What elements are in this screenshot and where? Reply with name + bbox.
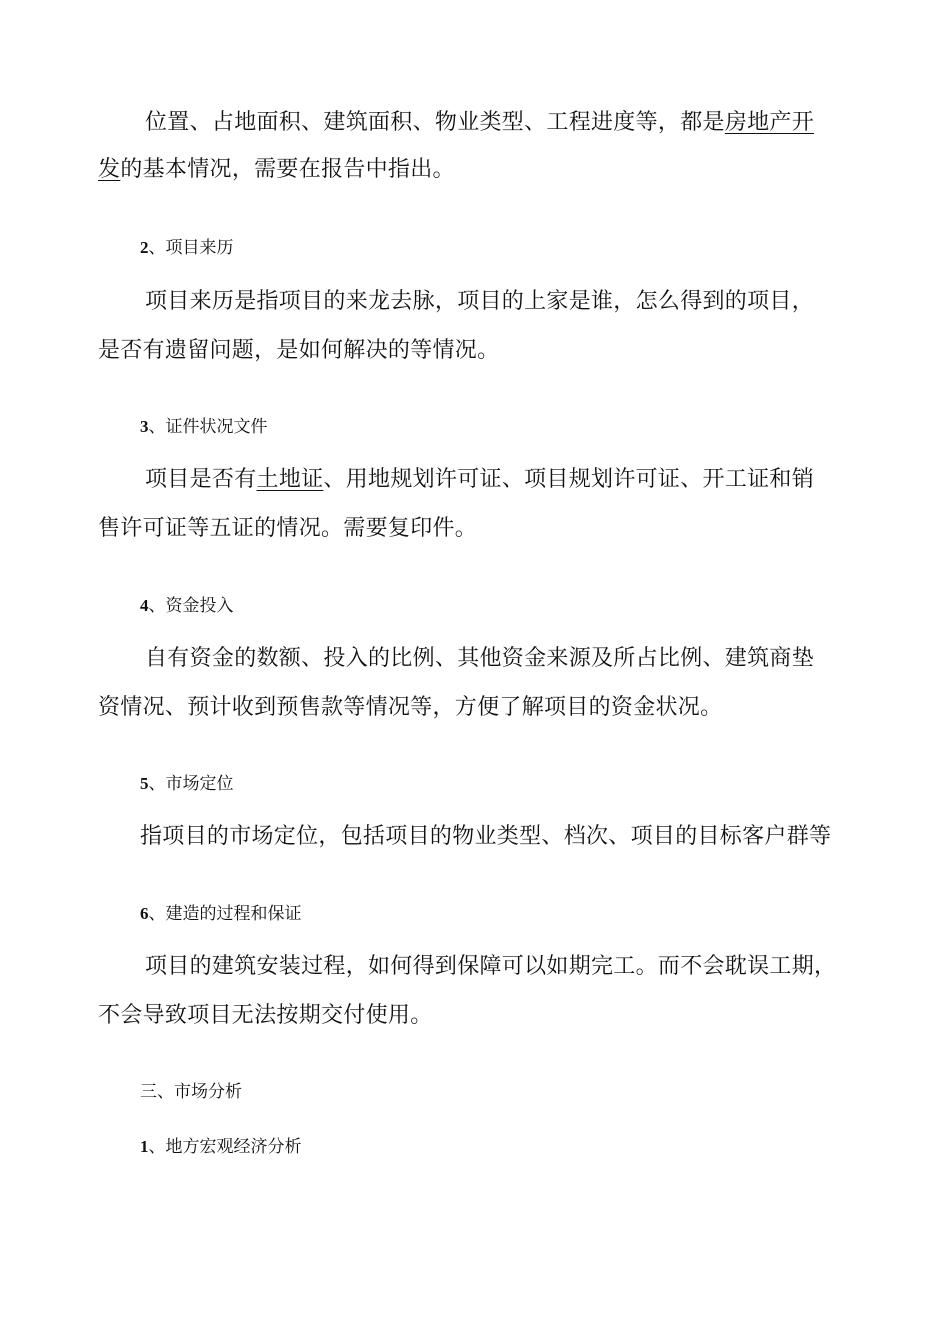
section-4-number: 4 <box>140 596 149 615</box>
real-estate-link-part1[interactable]: 房地产开 <box>724 110 815 135</box>
section-6-heading <box>140 902 302 926</box>
section-3-line-1 <box>145 465 814 495</box>
intro-text-1: 位置、占地面积、建筑面积、物业类型、工程进度等，都是 <box>145 110 725 135</box>
section-5-line-1: 指项目的市场定位，包括项目的物业类型、档次、项目的目标客户群等 <box>140 824 832 849</box>
section-3-1-heading <box>140 1135 302 1159</box>
section-4-line-1: 自有资金的数额、投入的比例、其他资金来源及所占比例、建筑商垫 <box>145 646 815 671</box>
section-6-title: 、建造的过程和保证 <box>148 904 302 924</box>
section-3-text-1a: 项目是否有 <box>145 467 257 492</box>
section-2-number: 2 <box>140 238 149 257</box>
section-2-line-2: 是否有遗留问题，是如何解决的等情况。 <box>98 338 500 363</box>
section-3-text-1b: 、用地规划许可证、项目规划许可证、开工证和销 <box>323 467 815 492</box>
section-4-line-2: 资情况、预计收到预售款等情况等，方便了解项目的资金状况。 <box>98 695 723 720</box>
section-3-1-title: 、地方宏观经济分析 <box>148 1137 302 1157</box>
section-6-number: 6 <box>140 904 149 923</box>
section-2-title: 、项目来历 <box>148 238 234 258</box>
section-2-heading <box>140 236 234 260</box>
section-6-line-1: 项目的建筑安装过程，如何得到保障可以如期完工。而不会耽误工期， <box>145 954 837 979</box>
intro-line-1 <box>145 108 814 138</box>
section-3-title: 、证件状况文件 <box>148 417 268 437</box>
real-estate-link-part2[interactable]: 发 <box>98 157 121 182</box>
section-3-1-number: 1 <box>140 1137 149 1156</box>
intro-text-2: 的基本情况，需要在报告中指出。 <box>120 157 455 182</box>
section-5-number: 5 <box>140 774 149 793</box>
section-6-line-2: 不会导致项目无法按期交付使用。 <box>98 1003 433 1028</box>
section-3-number: 3 <box>140 417 149 436</box>
part-3-heading: 三、市场分析 <box>140 1082 242 1102</box>
section-5-heading <box>140 772 234 796</box>
section-4-heading <box>140 594 234 618</box>
section-3-line-2: 售许可证等五证的情况。需要复印件。 <box>98 516 478 541</box>
section-3-heading <box>140 415 268 439</box>
section-4-title: 、资金投入 <box>148 596 234 616</box>
section-2-line-1: 项目来历是指项目的来龙去脉，项目的上家是谁，怎么得到的项目， <box>145 289 815 314</box>
section-5-title: 、市场定位 <box>148 774 234 794</box>
land-certificate-link[interactable]: 土地证 <box>256 467 324 492</box>
intro-line-2 <box>98 155 455 185</box>
